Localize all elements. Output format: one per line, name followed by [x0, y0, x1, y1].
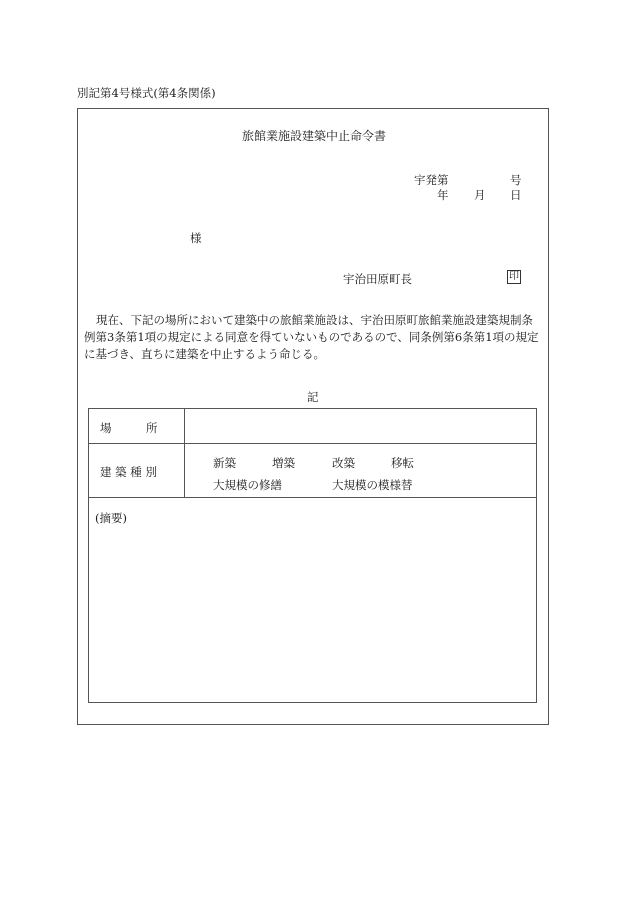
type-option-major-repair: 大規模の修繕 [213, 478, 282, 492]
doc-number-prefix: 宇発第 [414, 173, 449, 187]
doc-number-suffix: 号 [510, 173, 522, 187]
document-title: 旅館業施設建築中止命令書 [242, 129, 387, 143]
addressee-honorific: 様 [190, 231, 202, 245]
body-line-3: に基づき、直ちに建築を中止するよう命じる。 [84, 347, 326, 361]
summary-label: (摘要) [95, 511, 127, 525]
body-line-1: 現在、下記の場所において建築中の旅館業施設は、宇治田原町旅館業施設建築規制条 [96, 313, 533, 327]
type-option-major-remodel: 大規模の模様替 [332, 478, 413, 492]
body-text [84, 312, 546, 363]
body-line-2: 例第3条第1項の規定による同意を得ていないものであるので、同条例第6条第1項の規定 [84, 330, 539, 344]
building-type-label: 建 築 種 別 [100, 465, 157, 479]
type-option-rebuild: 改築 [332, 456, 355, 470]
details-table [88, 408, 537, 703]
location-label: 場 所 [100, 421, 158, 435]
date-year: 年 [437, 188, 449, 202]
date-month: 月 [474, 188, 486, 202]
issuer-name: 宇治田原町長 [343, 272, 412, 286]
type-option-extension: 増築 [272, 456, 295, 470]
date-day: 日 [510, 188, 522, 202]
table-row-divider-2 [89, 497, 536, 498]
type-option-relocation: 移転 [391, 456, 414, 470]
table-column-divider [184, 409, 185, 497]
form-label: 別記第4号様式(第4条関係) [77, 86, 216, 100]
table-row-divider-1 [89, 443, 536, 444]
type-option-new: 新築 [213, 456, 236, 470]
seal-mark: 印 [509, 271, 519, 282]
note-heading: 記 [307, 390, 319, 404]
